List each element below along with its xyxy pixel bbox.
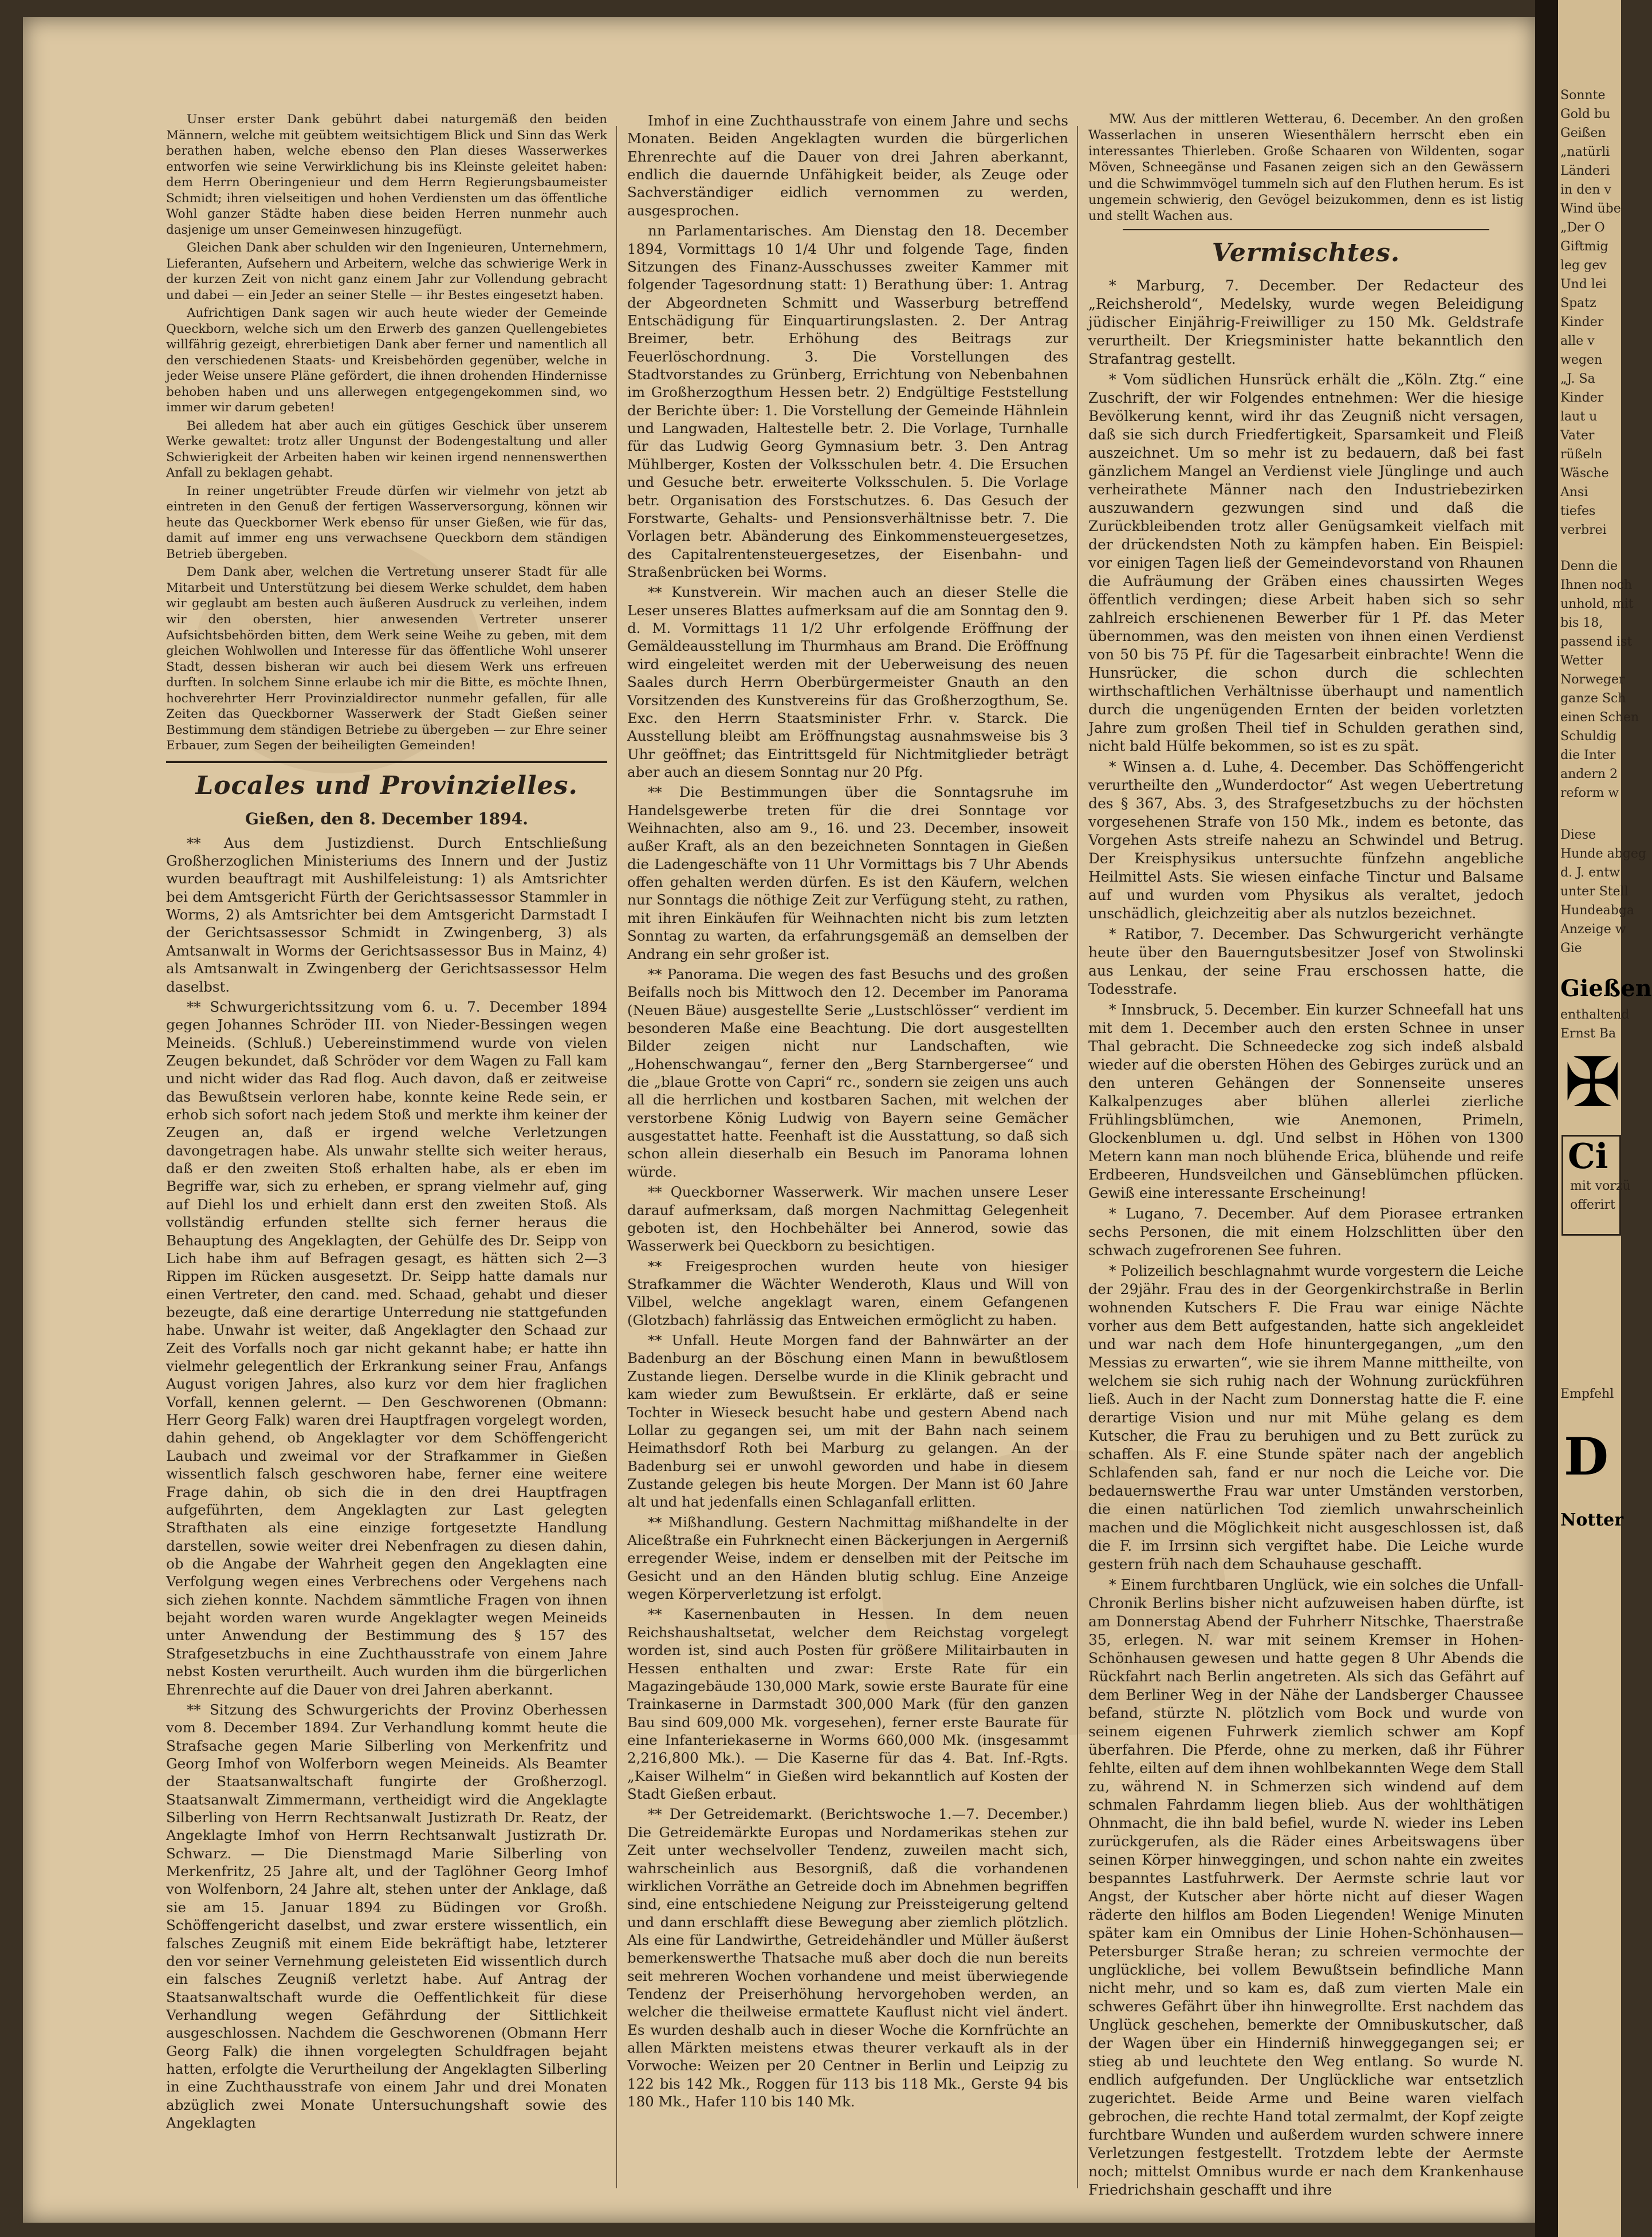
adjacent-line: Hundeabga <box>1560 903 1635 918</box>
article-paragraph: ** Unfall. Heute Morgen fand der Bahnwärter an der Badenburg an der Böschung einen Mann in bewußtlosem Zustande liegen. Derselbe wurde in die Klinik gebracht und kam wieder zum Bewußtsein. Er erklärte, daß er seine Tochter in Wieseck besucht habe und gestern Abend nach Lollar zu gegangen sei, um mit der Bahn nach seinem Heimathsdorf Roth bei Marburg zu gelangen. An der Badenburg sei er unwohl geworden und habe in diesem Zustande gelegen bis heute Morgen. Der Mann ist 60 Jahre alt und hat jedenfalls einen Schlaganfall erlitten. <box>627 1332 1068 1511</box>
dateline: Gießen, den 8. December 1894. <box>245 809 528 828</box>
misc-news-articles <box>1088 277 1524 2199</box>
adjacent-line: „natürli <box>1560 145 1610 159</box>
adjacent-line: Hunde abgeg <box>1560 847 1647 861</box>
page-gutter <box>1535 0 1558 2237</box>
article-wetterau: MW. Aus der mittleren Wetterau, 6. December. An den großen Wasserlachen in unseren Wiesenthälern herrscht eben ein interessantes Thierleben. Große Schaaren von Wildenten, sogar Möven, Schneegänse und Fasanen zeigen sich an den Gewässern und die Schwimmvögel tummeln sich auf den Fluthen herum. Es ist ungemein schwierig, den Gevögel beizukommen, denn es ist listig und stellt Wachen aus. <box>1088 112 1524 223</box>
column-rule <box>1077 126 1078 2188</box>
column-1 <box>166 112 607 2134</box>
adjacent-line: Vater <box>1560 428 1595 443</box>
adjacent-line: andern 2 <box>1560 767 1618 781</box>
article-paragraph: ** Freigesprochen wurden heute von hiesiger Strafkammer die Wächter Wenderoth, Klaus und Will von Vilbel, welche angeklagt waren, einem Gefangenen (Glotzbach) fahrlässig das Entweichen ermöglicht zu haben. <box>627 1257 1068 1328</box>
adjacent-line: Empfehl <box>1560 1387 1614 1401</box>
adjacent-line: Wind übe <box>1560 202 1621 216</box>
section-heading-misc: Vermischtes. <box>1212 238 1401 268</box>
adjacent-line: Denn die <box>1560 559 1618 573</box>
adjacent-text <box>1558 825 1647 958</box>
adjacent-line: ganze Sch <box>1560 691 1626 706</box>
intro-text <box>166 112 607 754</box>
adjacent-line: Spatz <box>1560 296 1596 310</box>
article-paragraph: * Lugano, 7. December. Auf dem Piorasee ertranken sechs Personen, die mit einem Holzschlitten über den schwach zugefrorenen See fuhren. <box>1088 1205 1524 1259</box>
column-rule <box>616 126 617 2188</box>
article-paragraph: * Ratibor, 7. December. Das Schwurgericht verhängte heute über den Bauerngutsbesitzer Josef von Stwolinski aus Lenkau, der seine Frau erschossen hatte, die Todesstrafe. <box>1088 926 1524 998</box>
newspaper-page <box>23 17 1535 2223</box>
adjacent-line: laut u <box>1560 410 1598 424</box>
adjacent-line: Anzeige w <box>1560 922 1626 937</box>
adjacent-line: einen Schen <box>1560 710 1639 725</box>
adjacent-line: Und lei <box>1560 277 1607 292</box>
article-paragraph: ** Der Getreidemarkt. (Berichtswoche 1.—7. December.) Die Getreidemärkte Europas und Nordamerikas stehen zur Zeit unter wechselvoller Tendenz, zuweilen macht sich, wahrscheinlich aus Besorgniß, daß die vorhandenen wirklichen Vorräthe an Getreide doch im Abnehmen begriffen sind, eine entschiedene Neigung zur Preissteigerung geltend und dann erschlafft diese Bewegung aber ziemlich plötzlich. Als eine für Landwirthe, Getreidehändler und Müller äußerst bemerkenswerthe Thatsache muß aber doch die nun bereits seit mehreren Wochen vorhandene und meist überwiegende Tendenz der Preiserhöhung hervorgehoben werden, an welcher die theilweise ermattete Kauflust nicht viel ändert. Es wurden deshalb auch in dieser Woche die Kornfrüchte an allen Märkten meistens etwas theurer verkauft als in der Vorwoche: Weizen per 20 Centner in Berlin und Leipzig zu 122 bis 142 Mk., Roggen für 113 bis 118 Mk., Gerste 94 bis 180 Mk., Hafer 110 bis 140 Mk. <box>627 1806 1068 2110</box>
adjacent-text <box>1558 557 1639 803</box>
adjacent-line: alle v <box>1560 334 1595 348</box>
adjacent-line: Wetter <box>1560 654 1604 668</box>
adjacent-footer-text: Notter <box>1560 1510 1624 1530</box>
article-paragraph: * Einem furchtbaren Unglück, wie ein solches die Unfall-Chronik Berlins bisher nicht aufzuweisen haben dürfte, ist am Donnerstag Abend der Fuhrherr Nitschke, Thaerstraße 35, erlegen. N. war mit seinem Kremser in Hohen-Schönhausen gewesen und hatte gegen 8 Uhr Abends die Rückfahrt nach Berlin angetreten. Als sich das Gefährt auf dem Berliner Weg in der Nähe der Landsberger Chaussee befand, stürzte N. plötzlich vom Bock und wurde von seinem eigenen Fuhrwerk ziemlich schwer am Kopf überfahren. Die Pferde, ohne zu merken, daß ihr Führer fehlte, eilten auf dem ihnen wohlbekannten Wege dem Stall zu, während N. in Schmerzen sich windend auf dem schmalen Fahrdamm liegen blieb. Aus der wohlthätigen Ohnmacht, die ihn bald befiel, wurde N. wieder ins Leben zurückgerufen, als die Räder eines Arbeitswagens über seinen Körper hinweggingen, und schon nahte ein zweites bespanntes Lastfuhrwerk. Der Aermste schrie laut vor Angst, der Kutscher aber hörte nicht auf dieser Wagen räderte den hilflos am Boden Liegenden! Wenige Minuten später kam ein Omnibus der Linie Hohen-Schönhausen—Petersburger Straße heran; zu schreien vermochte der unglückliche, bei vollem Bewußtsein befindliche Mann nicht mehr, und so kam es, daß zum vierten Male ein schweres Gefährt über ihn hinwegrollte. Erst nachdem das Unglück geschehen, bemerkte der Omnibuskutscher, daß der Wagen über ein Hinderniß hinweggegangen sei; er stieg ab und leuchtete den Weg entlang. So wurde N. endlich aufgefunden. Der Unglückliche war entsetzlich zugerichtet. Beide Arme und Beine waren vielfach gebrochen, die rechte Hand total zermalmt, der Kopf zeigte furchtbare Wunden und außerdem wurden schwere innere Verletzungen festgestellt. Trotzdem lebte der Aermste noch; mittelst Omnibus wurde er nach dem Krankenhause Friedrichshain geschafft und ihre <box>1088 1576 1524 2199</box>
article-paragraph: Dem Dank aber, welchen die Vertretung unserer Stadt für alle Mitarbeit und Unterstützung bei diesem Werke schuldet, dem haben wir geglaubt am besten auch äußeren Ausdruck zu verleihen, indem wir den obersten, hier anwesenden Vertreter unserer Aufsichtsbehörden bitten, dem Werk seine Weihe zu geben, mit dem gleichen Wohlwollen und Interesse für das öffentliche Wohl unserer Stadt, dessen bisheran wir auch bei diesem Werk uns erfreuen durften. In solchem Sinne erlaube ich mir die Bitte, es möchte Ihnen, hochverehrter Herr Provinzialdirector nunmehr gefallen, für alle Zeiten das Queckborner Wasserwerk der Stadt Gießen seiner Bestimmung dem ständigen Betriebe zu übergeben — zur Ehre seiner Erbauer, zum Segen der beiheiligten Gemeinden! <box>166 565 607 753</box>
adjacent-line: Gie <box>1560 941 1582 956</box>
adjacent-line: bis 18, <box>1560 616 1603 630</box>
adjacent-line: unter Stell <box>1560 884 1629 899</box>
adjacent-line: Gold bu <box>1560 107 1611 121</box>
adjacent-big-letter: D <box>1564 1426 1609 1487</box>
article-paragraph: ** Mißhandlung. Gestern Nachmittag mißhandelte in der Aliceßtraße ein Fuhrknecht einen Bäckerjungen in Aergerniß erregender Weise, indem er denselben mit der Peitsche im Gesicht und an den Händen blutig schlug. Eine Anzeige wegen Körperverletzung ist erfolgt. <box>627 1513 1068 1603</box>
adjacent-line: „J. Sa <box>1560 372 1595 386</box>
adjacent-line: Geißen <box>1560 126 1606 140</box>
article-paragraph: ** Aus dem Justizdienst. Durch Entschließung Großherzoglichen Ministeriums des Innern und der Justiz wurden beauftragt mit Aushilfeleistung: 1) als Amtsrichter bei dem Amtsgericht Fürth der Gerichtsassessor Stammler in Worms, 2) als Amtsrichter bei dem Amtsgericht Darmstadt I der Gerichtsassessor Schmidt in Zwingenberg, 3) als Amtsanwalt in Worms der Gerichtsassessor Bus in Mainz, 4) als Amtsanwalt in Zwingenberg der Gerichtsassessor Helm daselbst. <box>166 834 607 995</box>
adjacent-line: Ansi <box>1560 485 1588 500</box>
article-paragraph: ** Queckborner Wasserwerk. Wir machen unsere Leser darauf aufmerksam, daß morgen Nachmittag Gelegenheit geboten ist, den Hochbehälter bei Annerod, sowie das Wasserwerk bei Queckborn zu besichtigen. <box>627 1184 1068 1255</box>
article-paragraph: ** Panorama. Die wegen des fast Besuchs und des großen Beifalls noch bis Mittwoch den 12. December im Panorama (Neuen Bäue) ausgestellte Serie „Lustschlösser“ verdient im besonderen Maße eine Beachtung. Die dort ausgestellten Bilder zeigen nicht nur Landschaften, wie „Hohenschwangau“, ferner den „Berg Starnbergersee“ und die „blaue Grotte von Capri“ rc., sondern sie zeigen uns auch all die herrlichen und kostbaren Sachen, mit welchen der verstorbene König Ludwig von Bayern seine Gemächer ausgestattet hatte. Feenhaft ist die Ausstattung, so daß sich schon allein dieserhalb ein Besuch im Panorama lohnen würde. <box>627 965 1068 1180</box>
adjacent-page-edge <box>1558 0 1652 2237</box>
article-paragraph: * Marburg, 7. December. Der Redacteur des „Reichsherold“, Medelsky, wurde wegen Beleidigung jüdischer Einjährig-Freiwilliger zu 150 Mk. Geldstrafe verurtheilt. Der Kriegsminister hatte bekanntlich den Strafantrag gestellt. <box>1088 277 1524 368</box>
adjacent-line: wegen <box>1560 353 1603 367</box>
article-paragraph: Aufrichtigen Dank sagen wir auch heute wieder der Gemeinde Queckborn, welche sich um den Erwerb des ganzen Quellengebietes willfährig gezeigt, ehrerbietigen Dank aber ferner und namentlich all den verschiedenen Staats- und Kreisbehörden gegenüber, welche in jeder Weise unsere Pläne gefördert, die ihnen drohenden Hindernisse behoben haben und uns allerwegen entgegengekommen sind, wo immer wir darum gebeten! <box>166 306 607 415</box>
adjacent-ad-box <box>1561 1135 1631 1236</box>
divider <box>1123 229 1489 230</box>
local-news-articles-continued <box>627 112 1068 2111</box>
section-divider <box>166 761 607 763</box>
adjacent-line: in den v <box>1560 183 1611 197</box>
adjacent-line: Norweger <box>1560 673 1625 687</box>
local-news-articles <box>166 834 607 2132</box>
adjacent-ad-lines <box>1568 1177 1631 1214</box>
article-paragraph: ** Die Bestimmungen über die Sonntagsruhe im Handelsgewerbe treten für die drei Sonntage vor Weihnachten, also am 9., 16. und 23. December, insoweit außer Kraft, als an den bezeichneten Sonntagen in Gießen die Ladengeschäfte von 11 Uhr Vormittags bis 7 Uhr Abends offen gehalten werden dürfen. Es ist den Käufern, welchen nur Sonntags die nöthige Zeit zur Verfügung steht, zu rathen, mit ihren Einkäufen für Weihnachten nicht bis zum letzten Sonntag zu warten, da erfahrungsgemäß an demselben der Andrang ein sehr großer ist. <box>627 784 1068 962</box>
adjacent-line: leg gev <box>1560 258 1607 273</box>
column-3 <box>1088 112 1524 2201</box>
article-paragraph: ** Sitzung des Schwurgerichts der Provinz Oberhessen vom 8. December 1894. Zur Verhandlung kommt heute die Strafsache gegen Marie Silberling von Merkenfritz und Georg Imhof von Wolferborn wegen Meineids. Als Beamter der Staatsanwaltschaft fungirte der Großherzogl. Staatsanwalt Zimmermann, vertheidigt wird die Angeklagte Silberling von Herrn Rechtsanwalt Justizrath Dr. Reatz, der Angeklagte Imhof von Herrn Rechtsanwalt Justizrath Dr. Schwarz. — Die Dienstmagd Marie Silberling von Merkenfritz, 25 Jahre alt, und der Taglöhner Georg Imhof von Wolfenborn, 24 Jahre alt, stehen unter der Anklage, daß sie am 15. Januar 1894 zu Büdingen vor Großh. Schöffengericht daselbst, und zwar erstere wissentlich, ein falsches Zeugniß mit einem Eide bekräftigt habe, letzterer den vor seiner Vernehmung geleisteten Eid wissentlich durch ein falsches Zeugniß verletzt habe. Auf Antrag der Staatsanwaltschaft wurde die Oeffentlichkeit für diese Verhandlung wegen Gefährdung der Sittlichkeit ausgeschlossen. Nachdem die Geschworenen (Obmann Herr Georg Falk) die ihnen vorgelegten Schuldfragen bejaht hatten, erfolgte die Verurtheilung der Angeklagten Silberling in eine Zuchthausstrafe von einem Jahr und drei Monaten abzüglich zwei Monate Untersuchungshaft sowie des Angeklagten <box>166 1701 607 2132</box>
adjacent-line: d. J. entw <box>1560 866 1620 880</box>
adjacent-text <box>1558 0 1621 540</box>
section-heading-local: Locales und Provinzielles. <box>195 770 578 800</box>
adjacent-line: Kinder <box>1560 391 1604 405</box>
article-paragraph: Imhof in eine Zuchthausstrafe von einem Jahre und sechs Monaten. Beiden Angeklagten wurden die bürgerlichen Ehrenrechte auf die Dauer von drei Jahren aberkannt, endlich die dauernde Unfähigkeit beider, als Zeuge oder Sachverständiger eidlich vernommen zu werden, ausgesprochen. <box>627 112 1068 219</box>
adjacent-line: mit vorzü <box>1570 1179 1631 1193</box>
adjacent-line: offerirt <box>1570 1198 1615 1212</box>
adjacent-line: „Der O <box>1560 221 1605 235</box>
adjacent-line: Länderi <box>1560 164 1610 178</box>
adjacent-line: verbrei <box>1560 523 1607 537</box>
column-2 <box>627 112 1068 2113</box>
adjacent-heading: Gießen <box>1560 975 1652 1002</box>
article-paragraph: ** Kasernenbauten in Hessen. In dem neuen Reichshaushaltsetat, welcher dem Reichstag vorgelegt worden ist, sind auch Posten für größere Militairbauten in Hessen enthalten und zwar: Erste Rate für ein Magazingebäude 130,000 Mark, sowie erste Baurate für eine Trainkaserne in Darmstadt 300,000 Mark (für den ganzen Bau sind 609,000 Mk. vorgesehen), ferner erste Baurate für eine Infanteriekaserne in Worms 660,000 Mk. (insgesammt 2,216,800 Mk.). — Die Kaserne für das 4. Bat. Inf.-Rgts. „Kaiser Wilhelm“ in Gießen wird bekanntlich auf Kosten der Stadt Gießen erbaut. <box>627 1606 1068 1803</box>
article-paragraph: * Winsen a. d. Luhe, 4. December. Das Schöffengericht verurtheilte den „Wunderdoctor“ Ast wegen Uebertretung des § 367, Abs. 3, des Strafgesetzbuchs zu der höchsten vorgesehenen Strafe von 150 Mk., indem es betonte, das Vorgehen Asts streife nahezu an Schwindel und Betrug. Der Kreisphysikus untersuchte fünfzehn angebliche Heilmittel Asts. Sie wiesen einfache Tinctur und Balsame auf und wurden vom Physikus als veraltet, jedoch unschädlich, gleichzeitig aber als nutzlos bezeichnet. <box>1088 758 1524 922</box>
adjacent-line: Schuldig <box>1560 729 1616 744</box>
adjacent-line: Ernst Ba <box>1560 1027 1616 1041</box>
adjacent-line: tiefes <box>1560 504 1596 518</box>
article-paragraph: * Innsbruck, 5. December. Ein kurzer Schneefall hat uns mit dem 1. December auch den ersten Schnee in unser Thal gebracht. Die Schneedecke zog sich indeß alsbald wieder auf die obersten Höhen des Gebirges zurück und an den unteren Gehängen der Sonnenseite unseres Kalkalpenzuges aber blühen allerlei zierliche Frühlingsblümchen, wie Anemonen, Primeln, Glockenblumen u. dgl. Und selbst in Höhen von 1300 Metern kann man noch blühende Erica, blühende und reife Erdbeeren, Hundsveilchen und Gänseblümchen pflücken. Gewiß eine interessante Erscheinung! <box>1088 1001 1524 1202</box>
article-paragraph: Bei alledem hat aber auch ein gütiges Geschick über unserem Werke gewaltet: trotz aller Ungunst der Bodengestaltung und aller Schwierigkeit der Arbeiten haben wir keinen irgend nennenswerthen Anfall zu beklagen gehabt. <box>166 418 607 481</box>
adjacent-line: rüßeln <box>1560 447 1603 462</box>
adjacent-line: enthaltend <box>1560 1008 1630 1022</box>
adjacent-line: Diese <box>1560 828 1596 842</box>
article-paragraph: * Vom südlichen Hunsrück erhält die „Köln. Ztg.“ eine Zuschrift, der wir Folgendes entnehmen: Wer die hiesige Bevölkerung kennt, wird ihr das Zeugniß nicht versagen, daß sie sich durch Friedfertigkeit, Sparsamkeit und Fleiß auszeichnet. Um so mehr ist zu bedauern, daß bei fast gänzlichem Mangel an Verdienst viele Jünglinge und auch verheirathete Männer nach den Industriebezirken auszuwandern gezwungen sind und daß die Zurückbleibenden trotz aller Genügsamkeit vielfach mit der drückendsten Noth zu kämpfen haben. Ein Beispiel: vor einigen Tagen ließ der Gemeindevorstand von Rhaunen die Aufräumung der Gräben eines chaussirten Weges öffentlich verdingen; diese Arbeit haben sich so sehr zahlreich erschienenen Bewerber für 1 Pf. das Meter übernommen, was den meisten von ihnen einen Verdienst von 50 bis 75 Pf. für die Tagesarbeit einbrachte! Wenn die Hunsrücker, die schon durch die schlechten wirthschaftlichen Verhältnisse überhaupt und namentlich durch die ungenügenden Ernten der beiden vorletzten Jahre zum großen Theil tief in Schulden gerathen sind, nicht bald Hülfe bekommen, so ist es zu spät. <box>1088 371 1524 755</box>
adjacent-line: reform w <box>1560 786 1619 800</box>
article-paragraph: * Polizeilich beschlagnahmt wurde vorgestern die Leiche der 29jähr. Frau des in der Georgenkirchstraße in Berlin wohnenden Kutschers F. Die Frau war einige Nächte vorher aus dem Bett aufgestanden, hatte sich angekleidet und war nach dem Hofe hinuntergegangen, „um den Messias zu erwarten“, wie sie ihrem Manne mittheilte, von welchem sie sich ruhig nach der Wohnung zurückführen ließ. Auch in der Nacht zum Donnerstag hatte die F. eine derartige Vision und nur mit Mühe gelang es dem Kutscher, die Frau zu beruhigen und zu Bett zurück zu schaffen. Als F. eine Stunde später nach der angeblich Schlafenden sah, fand er nur noch die Leiche vor. Die bedauernswerthe Frau war unter Umständen verstorben, die einen natürlichen Tod ziemlich unwahrscheinlich machen und die Möglichkeit nicht ausgeschlossen ist, daß die F. im Irrsinn sich vergiftet habe. Die Leiche wurde gestern früh nach dem Schauhause geschafft. <box>1088 1263 1524 1573</box>
adjacent-ad-text: Ci <box>1568 1137 1608 1177</box>
adjacent-line: Sonnte <box>1560 88 1606 103</box>
article-paragraph: ** Schwurgerichtssitzung vom 6. u. 7. December 1894 gegen Johannes Schröder III. von Nieder-Bessingen wegen Meineids. (Schluß.) Uebereinstimmend wurde von vielen Zeugen bekundet, daß Schröder vor dem Wagen zu Fall kam und nicht wider das Rad flog. Auch davon, daß er zeitweise das Bewußtsein verloren habe, konnte keine Rede sein, er erhob sich sofort nach jedem Stoß und merkte ihm keiner der Zeugen an, daß er irgend welche Verletzungen davongetragen habe. Als unwahr stellte sich weiter heraus, daß er den zweiten Stoß erhalten habe, als er eben im Begriffe war, sich zu erheben, er sprang vielmehr auf, ging auf Diehl los und erhielt dann erst den zweiten Stoß. Als vollständig erfunden stellte sich ferner heraus die Behauptung des Angeklagten, der Gehülfe des Dr. Seipp von Lich habe ihm auf Befragen gesagt, es hätten sich 2—3 Rippen im Rücken ausgesetzt. Dr. Seipp hatte damals nur einen Vertreter, den cand. med. Schaad, gehabt und dieser bezeugte, daß eine derartige Unterredung nie stattgefunden habe. Unwahr ist weiter, daß Angeklagter den Schaad zur Zeit des Vorfalls noch gar nicht gekannt habe; er hatte ihn vielmehr gelegentlich der Erkrankung seiner Frau, Anfangs August vorigen Jahres, also kurz vor dem hier fraglichen Vorfall, kennen gelernt. — Den Geschworenen (Obmann: Herr Georg Falk) waren drei Hauptfragen vorgelegt worden, dahin gehend, ob Angeklagter vor dem Schöffengericht Laubach und zweimal vor der Strafkammer in Gießen wissentlich falsch geschworen habe, ferner eine weitere Frage dahin, ob sich die in den drei Hauptfragen aufgeführten, dem Angeklagten zur Last gelegten Strafthaten als eine einzige fortgesetzte Handlung darstellen, sowie weiter drei Nebenfragen zu diesen dahin, ob die Angabe der Wahrheit gegen den Angeklagten eine Verfolgung wegen eines Verbrechens oder Vergehens nach sich ziehen konnte. Nachdem sämmtliche Fragen von ihnen bejaht worden waren wurde Angeklagter wegen Meineids unter Anwendung der Bestimmung des § 157 des Strafgesetzbuchs in eine Zuchthausstrafe von einem Jahre nebst Kosten verurtheilt. Auch wurden ihm die bürgerlichen Ehrenrechte auf die Dauer von drei Jahren aberkannt. <box>166 998 607 1698</box>
adjacent-line: Kinder <box>1560 315 1604 329</box>
adjacent-line: unhold, mit <box>1560 597 1634 611</box>
article-paragraph: Unser erster Dank gebührt dabei naturgemäß den beiden Männern, welche mit geübtem weitsichtigem Blick und Sinn das Werk berathen haben, welche ebenso den Plan dieses Wasserwerkes entworfen wie seine Verwirklichung bis ins Kleinste geleitet haben: dem Herrn Oberingenieur und dem Herrn Regierungsbaumeister Schmidt; ihren vielseitigen und hohen Verdiensten um das öffentliche Wohl ganzer Städte haben diese beiden Herren nunmehr auch dasjenige um unser Gemeinwesen hinzugefügt. <box>166 112 607 237</box>
adjacent-line: Giftmig <box>1560 239 1608 254</box>
adjacent-line: passend ist <box>1560 635 1633 649</box>
article-paragraph: nn Parlamentarisches. Am Dienstag den 18. December 1894, Vormittags 10 1/4 Uhr und folgende Tage, finden Sitzungen des Finanz-Ausschusses zweiter Kammer mit folgender Tagesordnung statt: 1) Berathung über: 1. Antrag der Abgeordneten Schmitt und Wasserburg betreffend Entschädigung für Einquartirungslasten. 2. Der Antrag Breimer, betr. Erhöhung des Beitrags zur Feuerlöschordnung. 3. Die Vorstellungen des Stadtvorstandes zu Grünberg, Errichtung von Nebenbahnen im Großherzogthum Hessen betr. 2) Endgültige Feststellung der Berichte über: 1. Die Vorstellung der Gemeinde Hähnlein und Langwaden, Haltestelle betr. 2. Die Vorlage, Turnhalle für das Ludwig Georg Gymnasium betr. 3. Den Antrag Mühlberger, Kosten der Volksschulen betr. 4. Die Ersuchen und Gesuche betr. erweiterte Volksschulen. 5. Die Vorlage betr. Organisation des Forstschutzes. 6. Das Gesuch der Forstwarte, Gehalts- und Pensionsverhältnisse betr. 7. Die Vorlagen betr. Abänderung des Einkommensteuergesetzes, des Capitalrentensteuergesetzes, der Eisenbahn- und Straßenbrücken bei Worms. <box>627 222 1068 580</box>
adjacent-text <box>1558 1385 1621 1403</box>
article-paragraph: Gleichen Dank aber schulden wir den Ingenieuren, Unternehmern, Lieferanten, Aufsehern und Arbeitern, welche das schwierige Werk in der kurzen Zeit von nicht ganz einem Jahr zur Vollendung gebracht und dabei — ein Jeder an seiner Stelle — ihr Bestes eingesetzt haben. <box>166 241 607 302</box>
article-paragraph: In reiner ungetrübter Freude dürfen wir vielmehr von jetzt ab eintreten in den Genuß der fertigen Wasserversorgung, können wir heute das Queckborner Werk ebenso für unser Gießen, wie für das, damit auf immer eng uns verwachsene Queckborn dem ständigen Betrieb übergeben. <box>166 483 607 561</box>
adjacent-line: Ihnen noch <box>1560 578 1633 592</box>
iron-cross-logo: ✠ <box>1564 1043 1622 1123</box>
article-paragraph: ** Kunstverein. Wir machen auch an dieser Stelle die Leser unseres Blattes aufmerksam auf die am Sonntag den 9. d. M. Vormittags 11 1/2 Uhr erfolgende Eröffnung der Gemäldeausstellung im Thurmhaus am Brand. Die Eröffnung wird eingeleitet werden mit der Ueberweisung des neuen Saales durch Herrn Oberbürgermeister Gnauth an den Vorsitzenden des Kunstvereins für das Großherzogthum, Se. Exc. den Herrn Staatsminister Frhr. v. Starck. Die Ausstellung bleibt am Eröffnungstag ausnahmsweise bis 3 Uhr geöffnet; das Eintrittsgeld für Nichtmitglieder beträgt aber auch an diesem Sonntag nur 20 Pfg. <box>627 584 1068 780</box>
adjacent-line: Wäsche <box>1560 466 1609 481</box>
adjacent-text <box>1558 1005 1630 1043</box>
adjacent-line: die Inter <box>1560 748 1616 762</box>
